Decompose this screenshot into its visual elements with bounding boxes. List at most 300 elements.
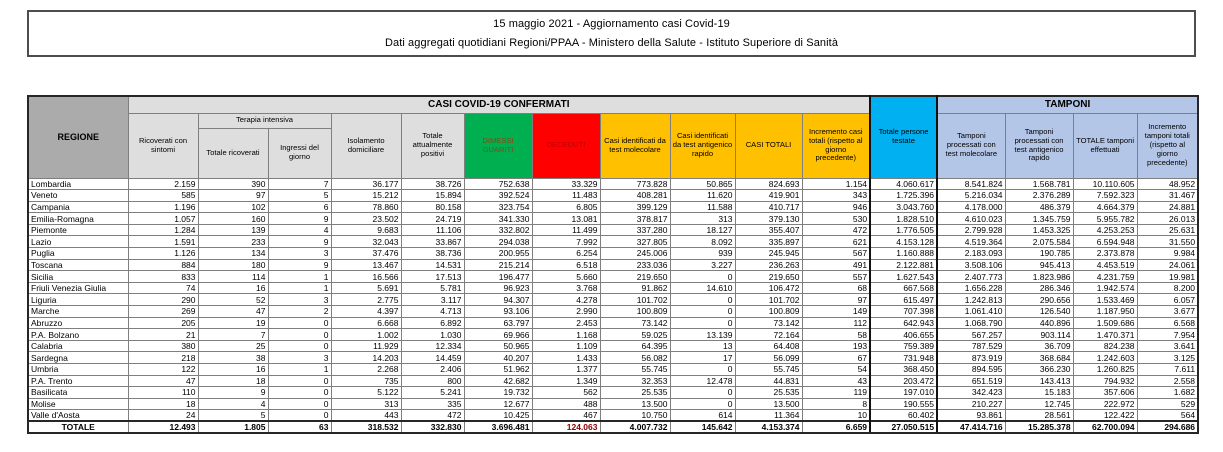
value-cell: 24.061: [1137, 259, 1198, 271]
value-cell: 13.139: [670, 329, 735, 341]
value-cell: 64.395: [600, 340, 670, 352]
value-cell: 190.785: [1005, 248, 1073, 260]
value-cell: 731.948: [870, 352, 937, 364]
value-cell: 318.532: [331, 421, 401, 433]
value-cell: 8: [802, 398, 870, 410]
value-cell: 97: [198, 190, 268, 202]
value-cell: 14.531: [401, 259, 464, 271]
value-cell: 894.595: [937, 364, 1005, 376]
title-box: [27, 10, 1196, 57]
value-cell: 1.656.228: [937, 282, 1005, 294]
col-header-deceduti: DECEDUTI: [532, 113, 600, 178]
value-cell: 903.114: [1005, 329, 1073, 341]
value-cell: 3.125: [1137, 352, 1198, 364]
value-cell: 27.050.515: [870, 421, 937, 433]
region-cell: Umbria: [28, 364, 128, 376]
value-cell: 80.158: [401, 201, 464, 213]
table-row: [28, 201, 1198, 213]
value-cell: 5.241: [401, 387, 464, 399]
value-cell: 615.497: [870, 294, 937, 306]
value-cell: 667.568: [870, 282, 937, 294]
group-header-terapia-intensiva: Terapia intensiva: [198, 113, 331, 128]
value-cell: 11.588: [670, 201, 735, 213]
region-cell: P.A. Bolzano: [28, 329, 128, 341]
value-cell: 1.509.686: [1073, 317, 1137, 329]
value-cell: 36.709: [1005, 340, 1073, 352]
value-cell: 392.524: [464, 190, 532, 202]
col-header-tamponi-molecolare: Tamponi processati con test molecolare: [937, 113, 1005, 178]
value-cell: 488: [532, 398, 600, 410]
value-cell: 1.805: [198, 421, 268, 433]
value-cell: 10.425: [464, 410, 532, 422]
value-cell: 219.650: [600, 271, 670, 283]
value-cell: 48.952: [1137, 178, 1198, 190]
value-cell: 17: [670, 352, 735, 364]
value-cell: 12.478: [670, 375, 735, 387]
value-cell: 2: [268, 306, 331, 318]
value-cell: 24.719: [401, 213, 464, 225]
value-cell: 564: [1137, 410, 1198, 422]
region-cell: Campania: [28, 201, 128, 213]
value-cell: 290: [128, 294, 198, 306]
value-cell: 1.776.505: [870, 224, 937, 236]
value-cell: 74: [128, 282, 198, 294]
value-cell: 126.540: [1005, 306, 1073, 318]
value-cell: 222.972: [1073, 398, 1137, 410]
region-cell: Liguria: [28, 294, 128, 306]
table-row: [28, 410, 1198, 422]
value-cell: 4.153.374: [735, 421, 802, 433]
value-cell: 3.508.106: [937, 259, 1005, 271]
value-cell: 47.414.716: [937, 421, 1005, 433]
value-cell: 294.686: [1137, 421, 1198, 433]
value-cell: 8.200: [1137, 282, 1198, 294]
region-cell: Lombardia: [28, 178, 128, 190]
value-cell: 824.693: [735, 178, 802, 190]
value-cell: 6.057: [1137, 294, 1198, 306]
value-cell: 1.591: [128, 236, 198, 248]
value-cell: 3.641: [1137, 340, 1198, 352]
col-header-persone-testate: Totale persone testate: [870, 96, 937, 178]
value-cell: 4: [198, 398, 268, 410]
value-cell: 69.966: [464, 329, 532, 341]
total-label-cell: TOTALE: [28, 421, 128, 433]
table-row: [28, 248, 1198, 260]
col-header-terapia-ingressi: Ingressi del giorno: [268, 128, 331, 178]
value-cell: 408.281: [600, 190, 670, 202]
value-cell: 1.260.825: [1073, 364, 1137, 376]
value-cell: 787.529: [937, 340, 1005, 352]
value-cell: 18.127: [670, 224, 735, 236]
value-cell: 102: [198, 201, 268, 213]
value-cell: 4.231.759: [1073, 271, 1137, 283]
value-cell: 14.610: [670, 282, 735, 294]
value-cell: 44.831: [735, 375, 802, 387]
value-cell: 1: [268, 271, 331, 283]
value-cell: 529: [1137, 398, 1198, 410]
value-cell: 6.254: [532, 248, 600, 260]
region-cell: P.A. Trento: [28, 375, 128, 387]
value-cell: 9.683: [331, 224, 401, 236]
covid-table: [27, 95, 1199, 434]
value-cell: 5.122: [331, 387, 401, 399]
value-cell: 7.611: [1137, 364, 1198, 376]
value-cell: 0: [670, 306, 735, 318]
value-cell: 13.500: [735, 398, 802, 410]
value-cell: 55.745: [600, 364, 670, 376]
value-cell: 93.861: [937, 410, 1005, 422]
value-cell: 47: [128, 375, 198, 387]
value-cell: 25: [198, 340, 268, 352]
value-cell: 112: [802, 317, 870, 329]
value-cell: 6.668: [331, 317, 401, 329]
value-cell: 443: [331, 410, 401, 422]
value-cell: 2.373.878: [1073, 248, 1137, 260]
value-cell: 1: [268, 364, 331, 376]
value-cell: 3.696.481: [464, 421, 532, 433]
value-cell: 40.207: [464, 352, 532, 364]
table-row: [28, 213, 1198, 225]
value-cell: 1.568.781: [1005, 178, 1073, 190]
value-cell: 7: [198, 329, 268, 341]
value-cell: 4.397: [331, 306, 401, 318]
col-header-incremento-tamponi: Incremento tamponi totali (rispetto al giorno precedente): [1137, 113, 1198, 178]
table-row: [28, 259, 1198, 271]
value-cell: 19.732: [464, 387, 532, 399]
value-cell: 0: [670, 398, 735, 410]
region-cell: Sicilia: [28, 271, 128, 283]
region-cell: Sardegna: [28, 352, 128, 364]
value-cell: 1.002: [331, 329, 401, 341]
value-cell: 93.106: [464, 306, 532, 318]
value-cell: 5.660: [532, 271, 600, 283]
value-cell: 9.984: [1137, 248, 1198, 260]
value-cell: 122: [128, 364, 198, 376]
value-cell: 180: [198, 259, 268, 271]
region-cell: Lazio: [28, 236, 128, 248]
value-cell: 15.212: [331, 190, 401, 202]
value-cell: 38: [198, 352, 268, 364]
value-cell: 380: [128, 340, 198, 352]
table-row: [28, 282, 1198, 294]
value-cell: 62.700.094: [1073, 421, 1137, 433]
value-cell: 4.453.519: [1073, 259, 1137, 271]
value-cell: 25.631: [1137, 224, 1198, 236]
value-cell: 4.060.617: [870, 178, 937, 190]
value-cell: 11.620: [670, 190, 735, 202]
value-cell: 335: [401, 398, 464, 410]
table-row: [28, 364, 1198, 376]
value-cell: 1.682: [1137, 387, 1198, 399]
value-cell: 11.106: [401, 224, 464, 236]
value-cell: 3.227: [670, 259, 735, 271]
region-cell: Piemonte: [28, 224, 128, 236]
value-cell: 5.216.034: [937, 190, 1005, 202]
value-cell: 1.942.574: [1073, 282, 1137, 294]
value-cell: 4.610.023: [937, 213, 1005, 225]
value-cell: 160: [198, 213, 268, 225]
value-cell: 1.242.813: [937, 294, 1005, 306]
value-cell: 23.502: [331, 213, 401, 225]
value-cell: 341.330: [464, 213, 532, 225]
value-cell: 143.413: [1005, 375, 1073, 387]
value-cell: 1.154: [802, 178, 870, 190]
value-cell: 621: [802, 236, 870, 248]
col-header-casi-molecolare: Casi identificati da test molecolare: [600, 113, 670, 178]
value-cell: 486.379: [1005, 201, 1073, 213]
value-cell: 24: [128, 410, 198, 422]
value-cell: 0: [670, 317, 735, 329]
value-cell: 4.253.253: [1073, 224, 1137, 236]
value-cell: 759.389: [870, 340, 937, 352]
value-cell: 50.965: [464, 340, 532, 352]
value-cell: 233.036: [600, 259, 670, 271]
value-cell: 25.535: [600, 387, 670, 399]
value-cell: 6.659: [802, 421, 870, 433]
col-header-casi-antigenico: Casi identificati da test antigenico rapido: [670, 113, 735, 178]
value-cell: 18: [198, 375, 268, 387]
value-cell: 567: [802, 248, 870, 260]
value-cell: 0: [268, 398, 331, 410]
report-subtitle: Dati aggregati quotidiani Regioni/PPAA - Ministero della Salute - Istituto Superiore di Sanità: [384, 36, 839, 49]
value-cell: 337.280: [600, 224, 670, 236]
value-cell: 63.797: [464, 317, 532, 329]
value-cell: 3.677: [1137, 306, 1198, 318]
value-cell: 2.075.584: [1005, 236, 1073, 248]
report-title: 15 maggio 2021 - Aggiornamento casi Covid-19: [493, 18, 730, 31]
region-cell: Basilicata: [28, 387, 128, 399]
value-cell: 9: [198, 387, 268, 399]
value-cell: 294.038: [464, 236, 532, 248]
value-cell: 562: [532, 387, 600, 399]
value-cell: 1.725.396: [870, 190, 937, 202]
table-row: [28, 271, 1198, 283]
value-cell: 6.892: [401, 317, 464, 329]
value-cell: 1.433: [532, 352, 600, 364]
value-cell: 343: [802, 190, 870, 202]
table-row: [28, 352, 1198, 364]
value-cell: 145.642: [670, 421, 735, 433]
value-cell: 8.092: [670, 236, 735, 248]
value-cell: 1.345.759: [1005, 213, 1073, 225]
col-header-terapia-totale: Totale ricoverati: [198, 128, 268, 178]
region-cell: Abruzzo: [28, 317, 128, 329]
value-cell: 193: [802, 340, 870, 352]
value-cell: 467: [532, 410, 600, 422]
value-cell: 3.117: [401, 294, 464, 306]
table-row: [28, 375, 1198, 387]
value-cell: 290.656: [1005, 294, 1073, 306]
value-cell: 2.183.093: [937, 248, 1005, 260]
value-cell: 2.122.881: [870, 259, 937, 271]
value-cell: 32.043: [331, 236, 401, 248]
value-cell: 50.865: [670, 178, 735, 190]
value-cell: 800: [401, 375, 464, 387]
value-cell: 794.932: [1073, 375, 1137, 387]
value-cell: 37.476: [331, 248, 401, 260]
value-cell: 11.483: [532, 190, 600, 202]
value-cell: 1.533.469: [1073, 294, 1137, 306]
region-cell: Veneto: [28, 190, 128, 202]
value-cell: 16: [198, 282, 268, 294]
value-cell: 4.153.128: [870, 236, 937, 248]
value-cell: 245.006: [600, 248, 670, 260]
value-cell: 63: [268, 421, 331, 433]
value-cell: 773.828: [600, 178, 670, 190]
value-cell: 233: [198, 236, 268, 248]
value-cell: 100.809: [735, 306, 802, 318]
value-cell: 17.513: [401, 271, 464, 283]
value-cell: 12.677: [464, 398, 532, 410]
value-cell: 5.691: [331, 282, 401, 294]
col-header-regione: REGIONE: [28, 96, 128, 178]
table-row: [28, 340, 1198, 352]
value-cell: 269: [128, 306, 198, 318]
value-cell: 2.268: [331, 364, 401, 376]
value-cell: 0: [670, 294, 735, 306]
value-cell: 6.568: [1137, 317, 1198, 329]
region-cell: Friuli Venezia Giulia: [28, 282, 128, 294]
value-cell: 15.285.378: [1005, 421, 1073, 433]
value-cell: 368.450: [870, 364, 937, 376]
value-cell: 567.257: [937, 329, 1005, 341]
value-cell: 357.606: [1073, 387, 1137, 399]
value-cell: 472: [401, 410, 464, 422]
value-cell: 21: [128, 329, 198, 341]
col-header-positivi: Totale attualmente positivi: [401, 113, 464, 178]
value-cell: 2.799.928: [937, 224, 1005, 236]
value-cell: 119: [802, 387, 870, 399]
value-cell: 18: [128, 398, 198, 410]
value-cell: 219.650: [735, 271, 802, 283]
value-cell: 54: [802, 364, 870, 376]
col-header-tamponi-antigenico: Tamponi processati con test antigenico rapido: [1005, 113, 1073, 178]
value-cell: 33.867: [401, 236, 464, 248]
value-cell: 13.081: [532, 213, 600, 225]
value-cell: 419.901: [735, 190, 802, 202]
value-cell: 101.702: [735, 294, 802, 306]
value-cell: 1.196: [128, 201, 198, 213]
table-row: [28, 178, 1198, 190]
value-cell: 14.203: [331, 352, 401, 364]
value-cell: 2.159: [128, 178, 198, 190]
value-cell: 368.684: [1005, 352, 1073, 364]
value-cell: 332.830: [401, 421, 464, 433]
value-cell: 60.402: [870, 410, 937, 422]
value-cell: 0: [268, 375, 331, 387]
value-cell: 6: [268, 201, 331, 213]
value-cell: 335.897: [735, 236, 802, 248]
value-cell: 67: [802, 352, 870, 364]
value-cell: 13: [670, 340, 735, 352]
value-cell: 91.862: [600, 282, 670, 294]
value-cell: 0: [268, 410, 331, 422]
value-cell: 946: [802, 201, 870, 213]
value-cell: 94.307: [464, 294, 532, 306]
value-cell: 1.823.986: [1005, 271, 1073, 283]
value-cell: 7.992: [532, 236, 600, 248]
value-cell: 205: [128, 317, 198, 329]
value-cell: 0: [670, 387, 735, 399]
col-header-ricoverati: Ricoverati con sintomi: [128, 113, 198, 178]
value-cell: 1.160.888: [870, 248, 937, 260]
value-cell: 7.592.323: [1073, 190, 1137, 202]
value-cell: 2.990: [532, 306, 600, 318]
value-cell: 1.126: [128, 248, 198, 260]
value-cell: 7.954: [1137, 329, 1198, 341]
value-cell: 313: [670, 213, 735, 225]
value-cell: 215.214: [464, 259, 532, 271]
col-header-tamponi-totale: TOTALE tamponi effettuati: [1073, 113, 1137, 178]
value-cell: 9: [268, 213, 331, 225]
value-cell: 10.110.605: [1073, 178, 1137, 190]
table-row: [28, 398, 1198, 410]
value-cell: 203.472: [870, 375, 937, 387]
value-cell: 4.178.000: [937, 201, 1005, 213]
value-cell: 8.541.824: [937, 178, 1005, 190]
value-cell: 55.745: [735, 364, 802, 376]
value-cell: 6.518: [532, 259, 600, 271]
value-cell: 873.919: [937, 352, 1005, 364]
value-cell: 97: [802, 294, 870, 306]
value-cell: 32.353: [600, 375, 670, 387]
value-cell: 10.750: [600, 410, 670, 422]
value-cell: 0: [268, 329, 331, 341]
value-cell: 96.923: [464, 282, 532, 294]
table-body: [28, 178, 1198, 433]
value-cell: 5.955.782: [1073, 213, 1137, 225]
value-cell: 406.655: [870, 329, 937, 341]
value-cell: 379.130: [735, 213, 802, 225]
table-row: [28, 190, 1198, 202]
value-cell: 2.453: [532, 317, 600, 329]
value-cell: 2.406: [401, 364, 464, 376]
value-cell: 0: [670, 271, 735, 283]
group-header-confermati: CASI COVID-19 CONFERMATI: [128, 96, 870, 113]
value-cell: 33.329: [532, 178, 600, 190]
value-cell: 56.099: [735, 352, 802, 364]
value-cell: 15.183: [1005, 387, 1073, 399]
value-cell: 6.594.948: [1073, 236, 1137, 248]
value-cell: 14.459: [401, 352, 464, 364]
value-cell: 78.860: [331, 201, 401, 213]
total-row: [28, 421, 1198, 433]
value-cell: 390: [198, 178, 268, 190]
value-cell: 245.945: [735, 248, 802, 260]
value-cell: 0: [268, 340, 331, 352]
value-cell: 378.817: [600, 213, 670, 225]
value-cell: 110: [128, 387, 198, 399]
value-cell: 12.493: [128, 421, 198, 433]
value-cell: 210.227: [937, 398, 1005, 410]
value-cell: 19: [198, 317, 268, 329]
value-cell: 43: [802, 375, 870, 387]
value-cell: 642.943: [870, 317, 937, 329]
value-cell: 196.477: [464, 271, 532, 283]
value-cell: 64.408: [735, 340, 802, 352]
value-cell: 5: [268, 190, 331, 202]
value-cell: 190.555: [870, 398, 937, 410]
region-cell: Puglia: [28, 248, 128, 260]
value-cell: 13.500: [600, 398, 670, 410]
value-cell: 735: [331, 375, 401, 387]
value-cell: 355.407: [735, 224, 802, 236]
value-cell: 332.802: [464, 224, 532, 236]
group-header-tamponi: TAMPONI: [937, 96, 1198, 113]
col-header-isolamento: Isolamento domiciliare: [331, 113, 401, 178]
value-cell: 1.061.410: [937, 306, 1005, 318]
value-cell: 25.535: [735, 387, 802, 399]
